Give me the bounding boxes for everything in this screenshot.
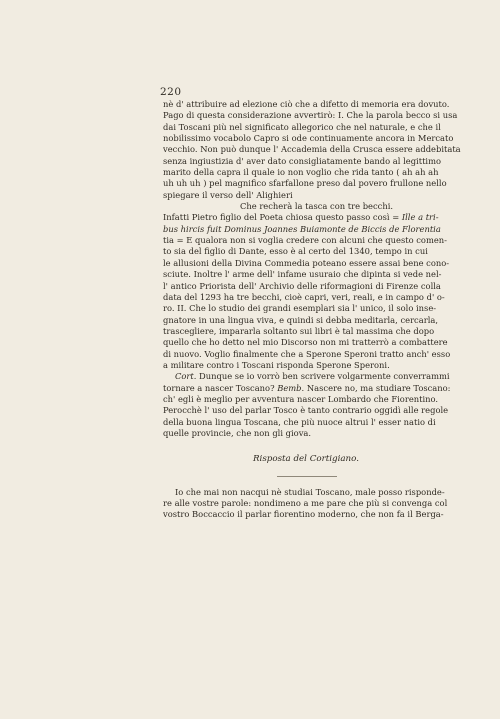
page-number: 220 — [160, 86, 182, 98]
text-line: della buona lingua Toscana, che più nuoce altrui l' esser natio di — [163, 416, 436, 427]
text-line: data del 1293 ha tre becchi, cioè capri, veri, reali, e in campo d' o- — [163, 291, 445, 302]
section-gap — [163, 439, 470, 445]
text-line: Che recherà la tasca con tre becchi. — [239, 201, 394, 212]
text-line: dai Toscani più nel significato allegorico che nel naturale, e che il — [163, 121, 441, 132]
text-line: le allusioni della Divina Commedia poteano essere assai bene cono- — [163, 257, 450, 268]
text-line — [163, 224, 470, 235]
text-line: Io che mai non nacqui nè studiai Toscano, male posso risponde- — [175, 486, 445, 497]
body-text — [163, 99, 470, 521]
text-line: Perocchè l' uso del parlar Tosco è tanto contrario oggidì alle regole — [163, 405, 449, 416]
section-heading: Risposta del Cortigiano. — [253, 454, 359, 465]
italic-phrase: Cort. — [175, 371, 197, 382]
text-line: vostro Boccaccio il parlar fiorentino moderno, che non fa il Berga- — [163, 509, 444, 520]
italic-phrase: bus hircis fuit Dominus Joannes Buiamonte de Biccis de Florentia — [163, 223, 441, 234]
text-line: gnatore in una lingua viva, e quindi si debba meditarla, cercarla, — [163, 314, 438, 325]
text-line: spiegare il verso dell' Alighieri — [163, 189, 293, 200]
text-line: a militare contro i Toscani risponda Sperone Speroni. — [163, 359, 390, 370]
italic-phrase: Bemb. — [277, 382, 305, 393]
text-line: trascegliere, impararla soltanto sui libri è tal massima che dopo — [163, 325, 435, 336]
text-line: sciute. Inoltre l' arme dell' infame usuraio che dipinta si vede nel- — [163, 269, 442, 280]
text-line: quelle provincie, che non gli giova. — [163, 427, 312, 438]
text-line: di nuovo. Voglio finalmente che a Sperone Speroni tratto anch' esso — [163, 348, 451, 359]
heading-rule — [277, 476, 337, 477]
text-line: vecchio. Non può dunque l' Accademia della Crusca essere addebitata — [163, 144, 461, 155]
text-line: ro. II. Che lo studio dei grandi esemplari sia l' unico, il solo inse- — [163, 303, 437, 314]
text-line: uh uh uh ) pel magnifico sfarfallone preso dal povero frullone nello — [163, 178, 447, 189]
text-line: nè d' attribuire ad elezione ciò che a difetto di memoria era dovuto. — [163, 99, 450, 109]
text-line: to sia del figlio di Dante, esso è al certo del 1340, tempo in cui — [163, 246, 428, 257]
text-line: senza ingiustizia d' aver dato consigliatamente bando al legittimo — [163, 155, 442, 166]
text-line: re alle vostre parole: nondimeno a me pare che più si convenga col — [163, 498, 448, 508]
text-line: l' antico Priorista dell' Archivio delle riformagioni di Firenze colla — [163, 280, 441, 291]
text-line: tornare a nascer Toscano? Bemb. Nascere no, ma studiare Toscano: — [163, 382, 451, 393]
text-line: ch' egli è meglio per avventura nascer Lombardo che Fiorentino. — [163, 393, 439, 404]
text-line: nobilissimo vocabolo Capro si ode continuamente ancora in Mercato — [163, 133, 454, 144]
text-line: Infatti Pietro figlio del Poeta chiosa questo passo così = Ille a tri- — [163, 212, 439, 223]
text-line: quello che ho detto nel mio Discorso non mi tratterrò a combattere — [163, 337, 448, 348]
italic-phrase: Ille a tri- — [401, 212, 439, 223]
text-line: tia = E qualora non si voglia credere con alcuni che questo comen- — [163, 235, 448, 246]
text-line: marito della capra il quale io non voglio che rida tanto ( ah ah ah — [163, 167, 439, 178]
text-line: Pago di questa considerazione avvertirò: I. Che la parola becco si usa — [163, 110, 458, 121]
text-line: Cort. Dunque se io vorrò ben scrivere volgarmente converrammi — [175, 371, 450, 382]
